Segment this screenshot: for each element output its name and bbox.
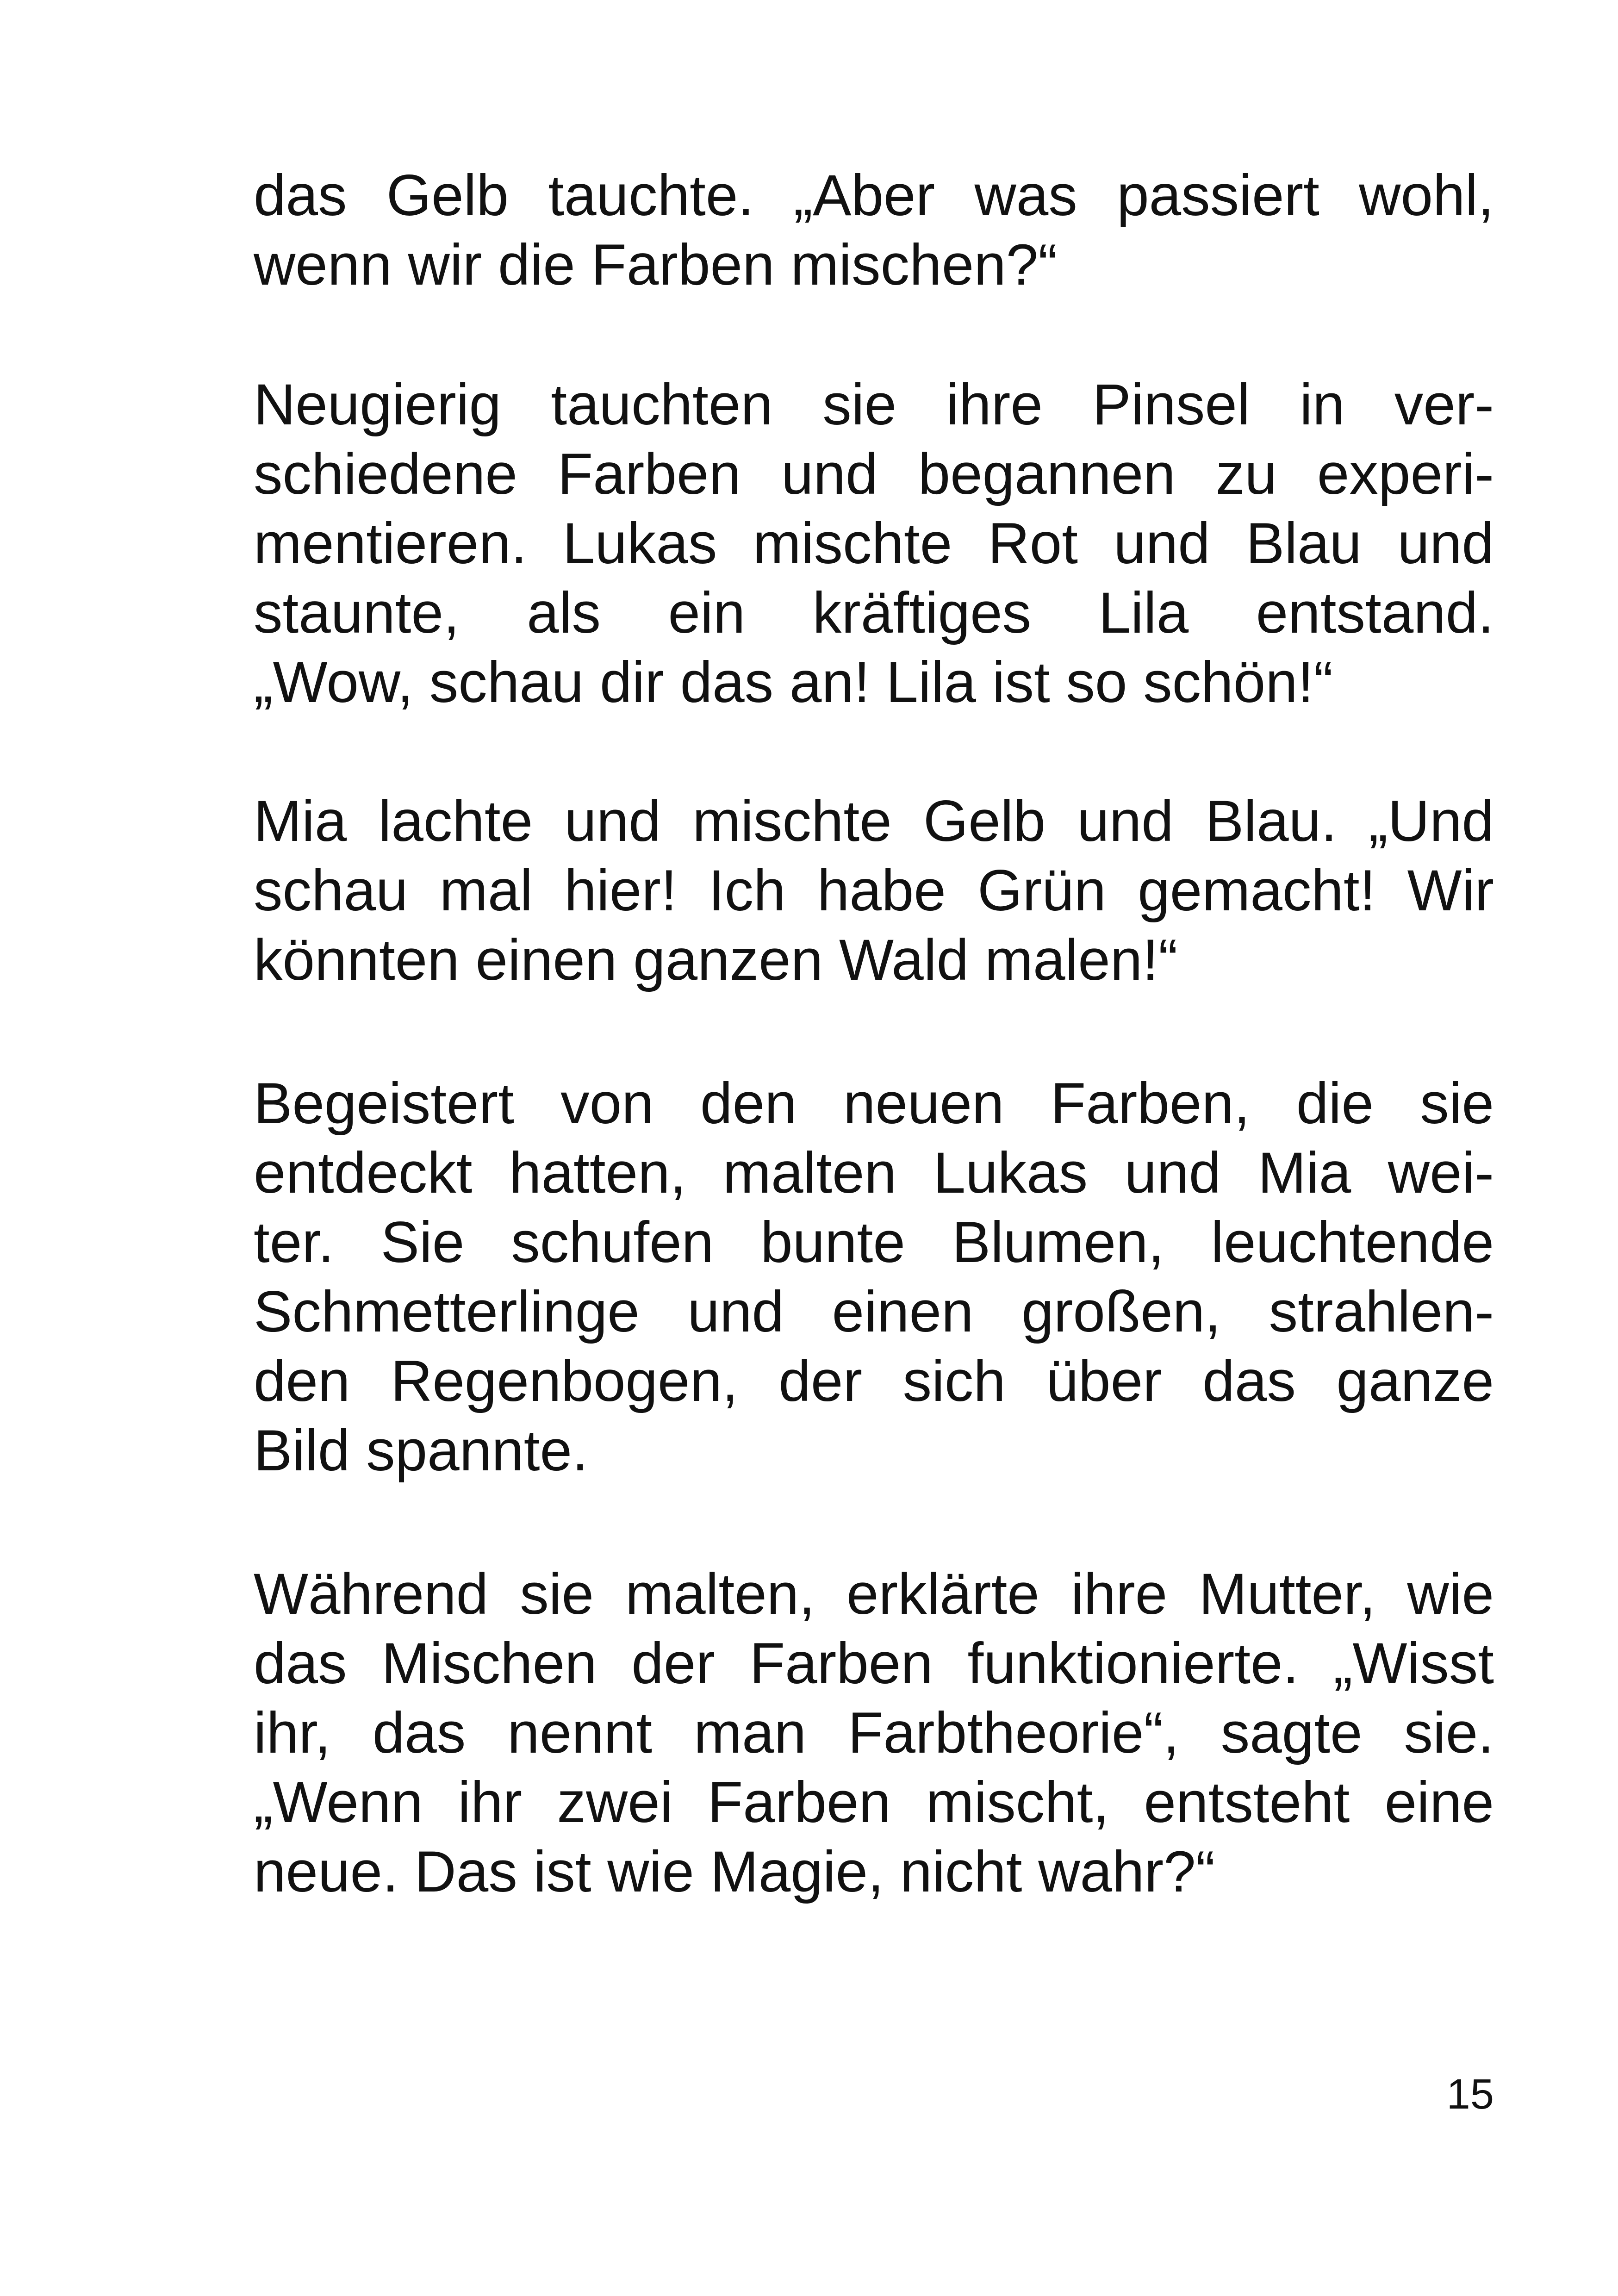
- paragraph-5-line-4: „Wenn ihr zwei Farben mischt, entsteht eine: [254, 1770, 1494, 1835]
- paragraph-1-line-1: das Gelb tauchte. „Aber was passiert wohl,: [254, 163, 1494, 228]
- paragraph-4-line-2: entdeckt hatten, malten Lukas und Mia wei-: [254, 1141, 1494, 1205]
- paragraph-2-line-1: Neugierig tauchten sie ihre Pinsel in ver-: [254, 373, 1494, 437]
- paragraph-5-line-3: ihr, das nennt man Farbtheorie“, sagte sie.: [254, 1701, 1494, 1765]
- paragraph-4-line-4: Schmetterlinge und einen großen, strahlen-: [254, 1280, 1494, 1344]
- paragraph-4-line-6: Bild spannte.: [254, 1419, 588, 1483]
- paragraph-2-line-2: schiedene Farben und begannen zu experi-: [254, 442, 1494, 506]
- paragraph-5-line-5: neue. Das ist wie Magie, nicht wahr?“: [254, 1840, 1215, 1904]
- paragraph-5-line-1: Während sie malten, erklärte ihre Mutter, wie: [254, 1562, 1494, 1626]
- paragraph-4-line-3: ter. Sie schufen bunte Blumen, leuchtende: [254, 1210, 1494, 1275]
- paragraph-3-line-2: schau mal hier! Ich habe Grün gemacht! Wir: [254, 859, 1494, 923]
- paragraph-3-line-3: könnten einen ganzen Wald malen!“: [254, 928, 1178, 992]
- paragraph-2-line-5: „Wow, schau dir das an! Lila ist so schön!“: [254, 650, 1333, 715]
- paragraph-4-line-5: den Regenbogen, der sich über das ganze: [254, 1349, 1494, 1413]
- paragraph-2-line-3: mentieren. Lukas mischte Rot und Blau und: [254, 511, 1494, 576]
- paragraph-5-line-2: das Mischen der Farben funktionierte. „Wisst: [254, 1631, 1494, 1696]
- page-number: 15: [1446, 2071, 1494, 2118]
- paragraph-4-line-1: Begeistert von den neuen Farben, die sie: [254, 1071, 1494, 1136]
- paragraph-3-line-1: Mia lachte und mischte Gelb und Blau. „Und: [254, 789, 1494, 853]
- paragraph-1-line-2: wenn wir die Farben mischen?“: [254, 233, 1058, 297]
- paragraph-2-line-4: staunte, als ein kräftiges Lila entstand.: [254, 581, 1494, 645]
